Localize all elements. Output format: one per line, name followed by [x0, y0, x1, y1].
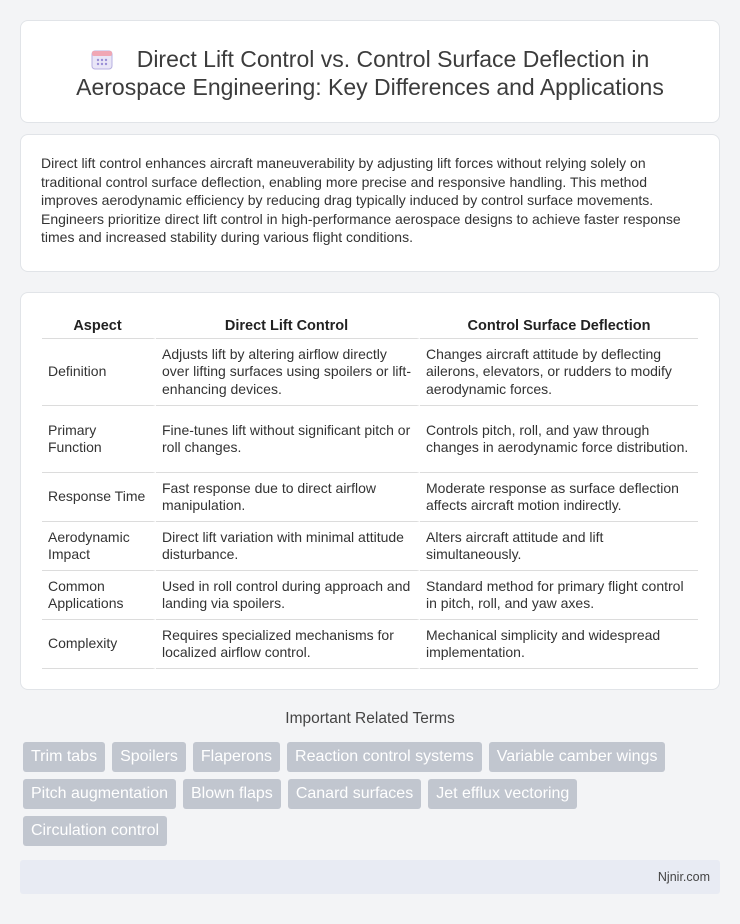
table-row — [42, 522, 698, 571]
header-aspect: Aspect — [42, 315, 156, 339]
table-row — [42, 339, 698, 406]
row-control-surface-value: Changes aircraft attitude by deflecting ailerons, elevators, or rudders to modify aerodynamic forces. — [420, 339, 698, 406]
table-row — [42, 571, 698, 620]
related-term-tag[interactable]: Reaction control systems — [287, 742, 482, 772]
row-control-surface-value: Controls pitch, roll, and yaw through changes in aerodynamic force distribution. — [420, 406, 698, 473]
row-direct-lift-value: Fast response due to direct airflow manipulation. — [156, 473, 420, 522]
row-aspect: Common Applications — [42, 571, 156, 620]
related-term-tag[interactable]: Canard surfaces — [288, 779, 421, 809]
header-control-surface-deflection: Control Surface Deflection — [420, 315, 698, 339]
table-row — [42, 406, 698, 473]
page-title — [51, 45, 689, 101]
related-term-tag[interactable]: Flaperons — [193, 742, 280, 772]
row-direct-lift-value: Fine-tunes lift without significant pitch or roll changes. — [156, 406, 420, 473]
title-card — [20, 20, 720, 123]
row-aspect: Response Time — [42, 473, 156, 522]
footer — [20, 860, 720, 894]
related-term-tag[interactable]: Circulation control — [23, 816, 167, 846]
header-direct-lift-control: Direct Lift Control — [156, 315, 420, 339]
row-control-surface-value: Moderate response as surface deflection affects aircraft motion indirectly. — [420, 473, 698, 522]
row-direct-lift-value: Adjusts lift by altering airflow directly over lifting surfaces using spoilers or lift-enhancing devices. — [156, 339, 420, 406]
row-control-surface-value: Mechanical simplicity and widespread implementation. — [420, 620, 698, 669]
related-term-tag[interactable]: Blown flaps — [183, 779, 281, 809]
row-aspect: Aerodynamic Impact — [42, 522, 156, 571]
row-aspect: Primary Function — [42, 406, 156, 473]
calendar-icon — [91, 48, 113, 70]
related-terms-list — [23, 742, 723, 846]
row-direct-lift-value: Direct lift variation with minimal attitude disturbance. — [156, 522, 420, 571]
table-row — [42, 473, 698, 522]
page-title-text: Direct Lift Control vs. Control Surface Deflection in Aerospace Engineering: Key Differences and Applications — [76, 46, 664, 100]
row-aspect: Complexity — [42, 620, 156, 669]
related-term-tag[interactable]: Jet efflux vectoring — [428, 779, 577, 809]
related-term-tag[interactable]: Trim tabs — [23, 742, 105, 772]
intro-card — [20, 134, 720, 272]
row-aspect: Definition — [42, 339, 156, 406]
intro-paragraph: Direct lift control enhances aircraft maneuverability by adjusting lift forces without relying solely on traditional control surface deflection, enabling more precise and responsive handling. This method improves aerodynamic efficiency by reducing drag typically induced by control surface movements. Engineers prioritize direct lift control in high-performance aerospace designs to achieve faster response times and increased stability during various flight conditions. — [41, 155, 681, 245]
footer-site-name[interactable]: Njnir.com — [657, 870, 710, 884]
comparison-table — [42, 315, 698, 669]
comparison-card — [20, 292, 720, 690]
related-term-tag[interactable]: Pitch augmentation — [23, 779, 176, 809]
row-direct-lift-value: Requires specialized mechanisms for localized airflow control. — [156, 620, 420, 669]
table-row — [42, 620, 698, 669]
related-term-tag[interactable]: Spoilers — [112, 742, 186, 772]
title-wrap — [21, 21, 719, 101]
row-control-surface-value: Standard method for primary flight control in pitch, roll, and yaw axes. — [420, 571, 698, 620]
row-direct-lift-value: Used in roll control during approach and landing via spoilers. — [156, 571, 420, 620]
row-control-surface-value: Alters aircraft attitude and lift simultaneously. — [420, 522, 698, 571]
related-terms-title: Important Related Terms — [285, 710, 455, 727]
table-header-row — [42, 315, 698, 339]
related-term-tag[interactable]: Variable camber wings — [489, 742, 666, 772]
